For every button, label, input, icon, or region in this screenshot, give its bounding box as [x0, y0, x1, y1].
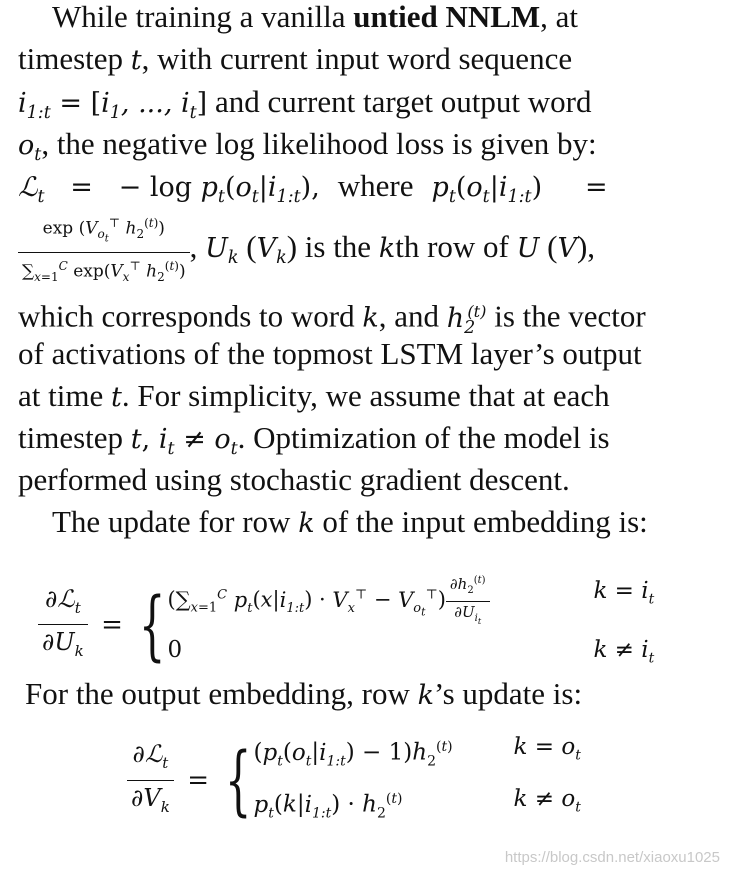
- case-row: 0 $k \ne i_t$: [167, 637, 655, 667]
- case-row: $(p_t(o_t|i_{1:t}) - 1)h_2^{(t)}$ $k = o_t$: [253, 734, 581, 770]
- math-vk: $V_k$: [256, 233, 287, 269]
- math-loss: ℒ$_t$ = − $\log p_t(o_t|i_{1:t})$,: [18, 172, 320, 208]
- equation-input-embedding: $\frac{\partial ℒ_t}{\partial U_k}$ = { ($\sum_{x=1}^C$ $p_t(x|i_{1:t}) \cdot V_x^⊤ - V_{o_t}^⊤$) $\frac{\partial h_2^{(t)}}{\partial U_{i_t}}$ $k = i_t$ 0 $k \ne i_t$: [38, 572, 654, 678]
- math-o-t: $o_t$: [18, 130, 42, 166]
- text-line-11: [18, 461, 570, 499]
- text-span: of activations of the topmost LSTM layer’s output: [18, 336, 642, 371]
- text-span: ’s update is:: [434, 676, 583, 711]
- text-line-13: For the output embedding, row k’s update is:: [25, 676, 583, 711]
- text-span: timestep: [18, 41, 131, 76]
- text-span: performed using stochastic gradient descent.: [18, 462, 570, 497]
- text-span: is the vector: [486, 298, 646, 334]
- text-span: . Optimization of the model is: [237, 420, 610, 455]
- left-brace: {: [138, 579, 166, 669]
- cases: [167, 572, 654, 678]
- text-span: is the: [297, 229, 379, 264]
- softmax-fraction: $\frac{\exp (V_{o_t}^⊤ h_2^{(t)})}{\sum_{x=1}^C \exp(V_x^⊤ h_2^{(t)})}$: [18, 212, 190, 288]
- case-row: ($\sum_{x=1}^C$ $p_t(x|i_{1:t}) \cdot V_x^⊤ - V_{o_t}^⊤$) $\frac{\partial h_2^{(t)}}{\partial U_{i_t}}$ $k = i_t$: [167, 572, 654, 631]
- partial-l-partial-v: $\frac{\partial ℒ_t}{\partial V_k}$: [127, 739, 174, 822]
- watermark: https://blog.csdn.net/xiaoxu1025: [504, 849, 720, 866]
- text-span: where: [337, 168, 414, 203]
- text-span: of the input embedding is:: [314, 504, 648, 539]
- text-span: , at: [540, 0, 579, 34]
- text-line-9: at time t. For simplicity, we assume that at each: [18, 378, 610, 413]
- math-input-seq: $i_{1:t} = [i_1$, ..., $i_t$]: [18, 88, 208, 124]
- equation-output-embedding: $\frac{\partial ℒ_t}{\partial V_k}$ = { $(p_t(o_t|i_{1:t}) - 1)h_2^{(t)}$ $k = o_t$ $p_t(k|i_{1:t}) \cdot h_2^{(t)}$ $k \ne o_t$: [127, 728, 581, 833]
- text-line-6: $\frac{\exp (V_{o_t}^⊤ h_2^{(t)})}{\sum_{x=1}^C \exp(V_x^⊤ h_2^{(t)})}$ , $U_k$ $(V_k)$ is the kth row of U (V),: [18, 207, 595, 298]
- text-span: which corresponds to word: [18, 298, 363, 334]
- math-uk: $U_k$: [205, 233, 239, 269]
- text-line-12: The update for row k of the input embedding is:: [52, 504, 648, 539]
- text-span: timestep: [18, 420, 131, 455]
- cases: [254, 728, 581, 833]
- text-span: For the output embedding, row: [25, 676, 418, 711]
- text-span: and current target output word: [207, 84, 592, 119]
- text-span: , with current input word sequence: [141, 41, 573, 76]
- partial-l-partial-u: $\frac{\partial ℒ_t}{\partial U_k}$: [38, 584, 88, 667]
- text-span: , and: [378, 298, 447, 334]
- text-span: While training a vanilla: [52, 0, 354, 34]
- text-span: th row of: [395, 229, 517, 264]
- text-line-7: which corresponds to word k, and $h_2^{(t)}$ is the vector: [18, 298, 646, 338]
- text-span: The update for row: [52, 504, 299, 539]
- math-u: U: [516, 233, 540, 264]
- text-line-8: [18, 335, 642, 373]
- math-prob: $p_t(o_t|i_{1:t})$ =: [431, 172, 608, 208]
- bold-term: untied NNLM: [353, 0, 541, 34]
- math-assumption: t, $i_t \ne o_t$: [130, 424, 238, 460]
- case-row: $p_t(k|i_{1:t}) \cdot h_2^{(t)}$ $k \ne o_t$: [253, 786, 581, 822]
- text-line-2: [18, 40, 572, 80]
- text-line-1: [52, 0, 578, 36]
- math-t: t: [130, 45, 142, 76]
- text-span: , the negative log likelihood loss is given by:: [41, 126, 597, 161]
- math-v: V: [557, 233, 577, 264]
- text-span: at time: [18, 378, 111, 413]
- left-brace: {: [224, 735, 252, 825]
- math-h2t: $h_2^{(t)}$: [446, 302, 487, 338]
- text-span: . For simplicity, we assume that at each: [121, 378, 610, 413]
